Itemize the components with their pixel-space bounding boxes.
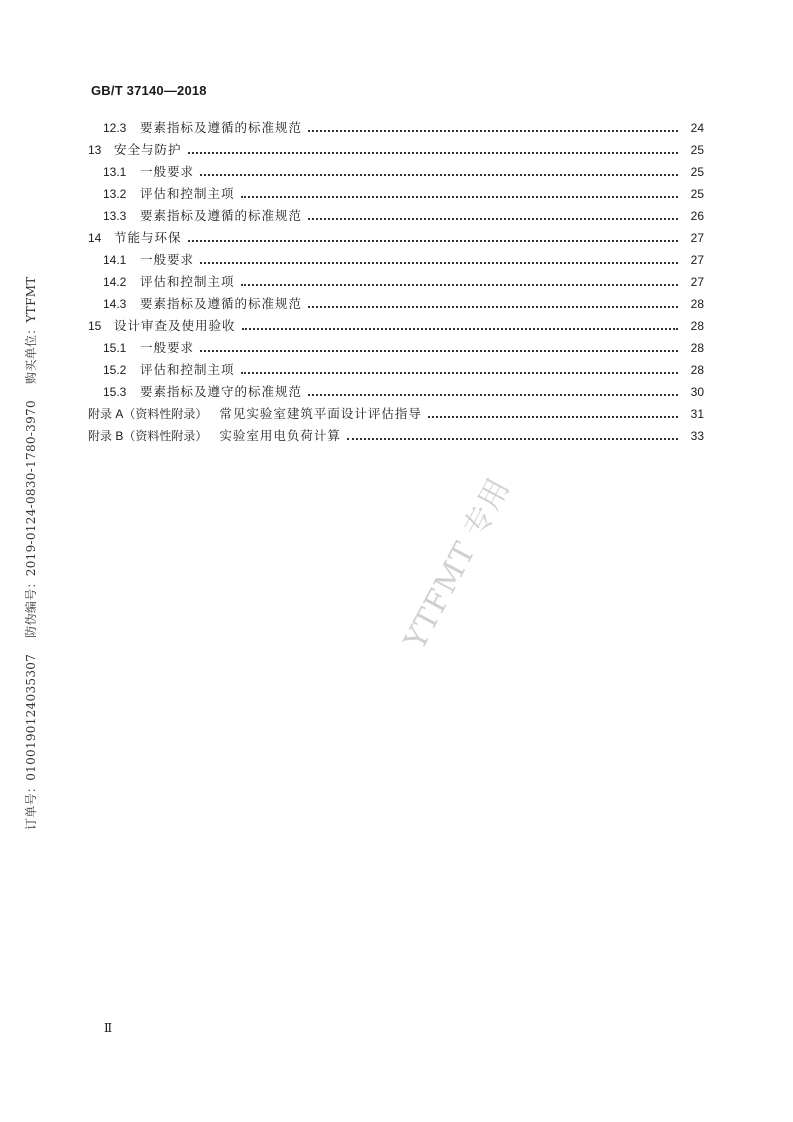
toc-entry-number: 15.3: [103, 385, 127, 399]
toc-entry[interactable]: [88, 338, 704, 360]
toc-entry-number: 15: [88, 319, 102, 333]
toc-entry-page: 27: [690, 231, 704, 245]
toc-dot-leader: [241, 284, 678, 286]
toc-dot-leader: [200, 262, 678, 264]
toc-entry-title: 评估和控制主项: [140, 274, 235, 289]
standard-code: GB/T 37140—2018: [91, 83, 207, 98]
toc-entry-number: 13: [88, 143, 102, 157]
toc-entry-title: 安全与防护: [114, 142, 182, 157]
toc-entry-title: 一般要求: [140, 252, 195, 267]
toc-entry-title: 要素指标及遵循的标准规范: [140, 208, 303, 223]
toc-entry-title: 设计审查及使用验收: [114, 318, 236, 333]
toc-entry[interactable]: [88, 206, 704, 228]
toc-entry-page: 28: [690, 363, 704, 377]
toc-entry[interactable]: [88, 250, 704, 272]
toc-entry-title: 评估和控制主项: [140, 362, 235, 377]
toc-entry-page: 24: [690, 121, 704, 135]
toc-dot-leader: [241, 196, 678, 198]
side-stamp: [22, 264, 39, 830]
toc-dot-leader: [188, 152, 678, 154]
toc-entry-page: 28: [690, 319, 704, 333]
toc-entry[interactable]: [88, 294, 704, 316]
toc-entry-page: 33: [690, 429, 704, 443]
toc-entry-page: 25: [690, 143, 704, 157]
table-of-contents: [88, 118, 704, 448]
toc-entry-page: 30: [690, 385, 704, 399]
toc-dot-leader: [242, 328, 678, 330]
watermark: YTFMT 专用: [397, 472, 518, 656]
toc-entry-page: 27: [690, 275, 704, 289]
toc-entry-number: 14.1: [103, 253, 127, 267]
toc-dot-leader: [241, 372, 678, 374]
toc-entry-number: 附录 A（资料性附录）: [88, 407, 208, 421]
toc-dot-leader: [200, 350, 678, 352]
toc-dot-leader: [347, 438, 678, 440]
toc-entry[interactable]: [88, 184, 704, 206]
toc-entry-page: 28: [690, 341, 704, 355]
toc-entry-title: 常见实验室建筑平面设计评估指导: [219, 406, 422, 421]
toc-dot-leader: [428, 416, 678, 418]
toc-entry-title: 一般要求: [140, 164, 195, 179]
toc-entry-title: 实验室用电负荷计算: [219, 428, 341, 443]
toc-entry-title: 要素指标及遵循的标准规范: [140, 296, 303, 311]
toc-entry-number: 13.3: [103, 209, 127, 223]
toc-entry[interactable]: [88, 426, 704, 448]
toc-dot-leader: [308, 130, 678, 132]
toc-entry[interactable]: [88, 382, 704, 404]
toc-entry-title: 一般要求: [140, 340, 195, 355]
toc-entry[interactable]: [88, 118, 704, 140]
toc-entry[interactable]: [88, 360, 704, 382]
toc-entry-title: 评估和控制主项: [140, 186, 235, 201]
toc-entry-number: 12.3: [103, 121, 127, 135]
toc-entry-page: 25: [690, 165, 704, 179]
toc-dot-leader: [308, 218, 678, 220]
page-number: Ⅱ: [104, 1021, 113, 1035]
toc-entry-number: 14: [88, 231, 102, 245]
toc-dot-leader: [308, 394, 678, 396]
toc-entry[interactable]: [88, 316, 704, 338]
toc-entry-number: 15.2: [103, 363, 127, 377]
toc-dot-leader: [188, 240, 678, 242]
buyer-unit: 购买单位：YTFMT: [24, 276, 38, 384]
toc-entry-number: 15.1: [103, 341, 127, 355]
toc-entry[interactable]: [88, 404, 704, 426]
order-number: 订单号：0100190124035307: [24, 653, 38, 830]
toc-entry-page: 28: [690, 297, 704, 311]
toc-entry-page: 25: [690, 187, 704, 201]
toc-dot-leader: [200, 174, 678, 176]
toc-entry-number: 13.1: [103, 165, 127, 179]
toc-entry-page: 27: [690, 253, 704, 267]
toc-entry[interactable]: [88, 140, 704, 162]
toc-entry-title: 要素指标及遵守的标准规范: [140, 384, 303, 399]
toc-entry[interactable]: [88, 272, 704, 294]
anti-fake-number: 防伪编号：2019-0124-0830-1780-3970: [24, 400, 38, 638]
toc-entry-number: 附录 B（资料性附录）: [88, 429, 208, 443]
toc-entry-number: 14.2: [103, 275, 127, 289]
toc-entry[interactable]: [88, 228, 704, 250]
toc-entry[interactable]: [88, 162, 704, 184]
toc-dot-leader: [308, 306, 678, 308]
toc-entry-title: 要素指标及遵循的标准规范: [140, 120, 303, 135]
toc-entry-title: 节能与环保: [114, 230, 182, 245]
toc-entry-page: 31: [690, 407, 704, 421]
toc-entry-page: 26: [690, 209, 704, 223]
toc-entry-number: 14.3: [103, 297, 127, 311]
toc-entry-number: 13.2: [103, 187, 127, 201]
